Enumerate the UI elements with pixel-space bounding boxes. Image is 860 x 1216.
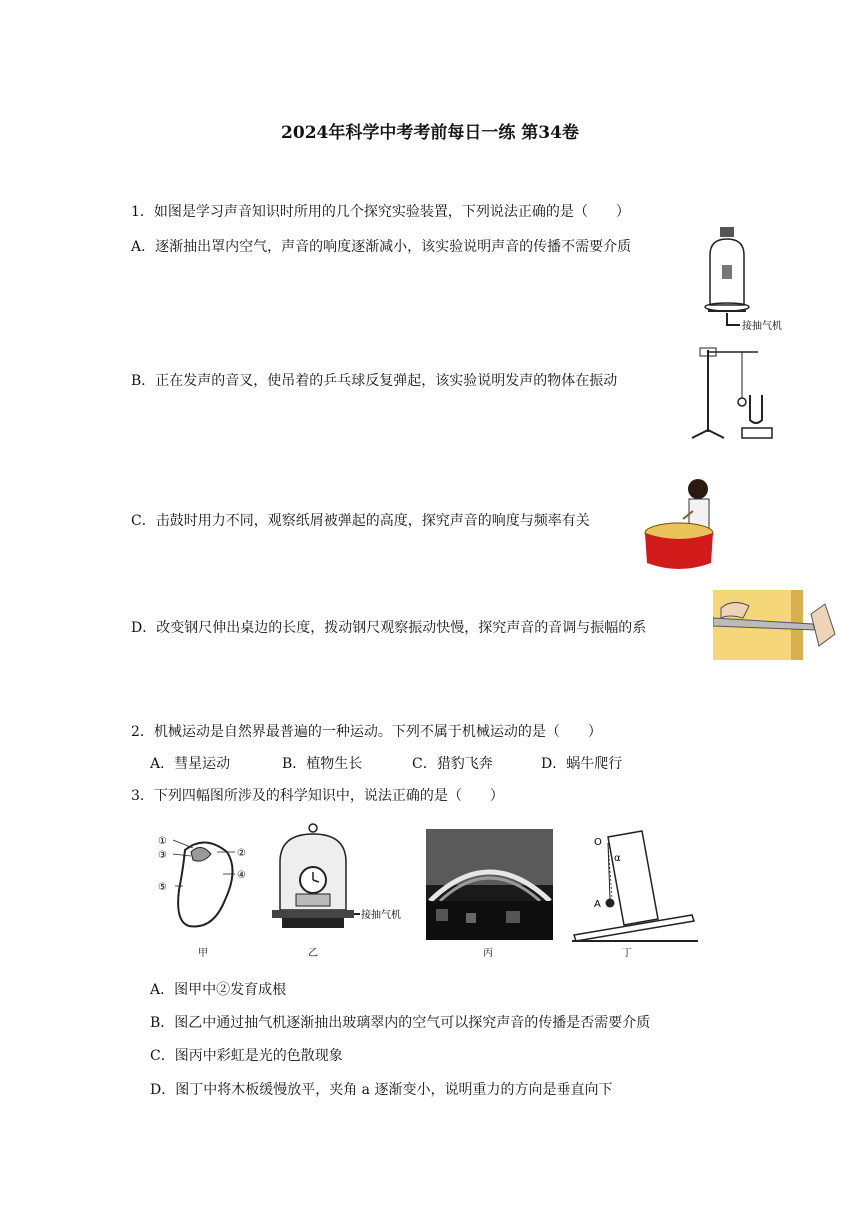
q3-option-b: B．图乙中通过抽气机逐渐抽出玻璃翠内的空气可以探究声音的传播是否需要介质 (150, 1015, 651, 1031)
q2-option-b: B．植物生长 (282, 756, 363, 772)
q2-stem: 2．机械运动是自然界最普遍的一种运动。下列不属于机械运动的是（ ） (131, 724, 602, 740)
drum-figure (643, 475, 733, 575)
fig-a-pump-label: 接抽气机 (742, 321, 782, 332)
rainbow-photo-figure (426, 829, 553, 940)
seed-label-1: ① (158, 836, 167, 847)
q2-option-c: C．猎豹飞奔 (412, 756, 493, 772)
q2-option-d: D．蜗牛爬行 (541, 756, 623, 772)
pendulum-incline-figure (572, 829, 700, 944)
bell-jar-pump-figure (700, 225, 800, 335)
q1-stem: 1．如图是学习声音知识时所用的几个探究实验装置，下列说法正确的是（ ） (131, 204, 630, 220)
q3-option-c: C．图丙中彩虹是光的色散现象 (150, 1048, 343, 1064)
q3-stem: 3．下列四幅图所涉及的科学知识中，说法正确的是（ ） (131, 788, 504, 804)
tuning-fork-figure (690, 340, 790, 445)
caption-jia: 甲 (198, 948, 208, 959)
caption-ding: 丁 (622, 948, 632, 959)
q1-option-b: B．正在发声的音叉，使吊着的乒乓球反复弹起，该实验说明发声的物体在振动 (131, 373, 618, 389)
page-title: 2024年科学中考考前每日一练 第34卷 (281, 123, 579, 143)
seed-label-4: ④ (237, 870, 246, 881)
q1-option-c: C．击鼓时用力不同，观察纸屑被弹起的高度，探究声音的响度与频率有关 (131, 513, 590, 529)
caption-bing: 丙 (483, 948, 493, 959)
q3-option-d: D．图丁中将木板缓慢放平，夹角 a 逐渐变小，说明重力的方向是垂直向下 (150, 1082, 613, 1098)
q1-option-a: A．逐渐抽出罩内空气，声音的响度逐渐减小，该实验说明声音的传播不需要介质 (131, 239, 632, 255)
seed-label-3: ③ (158, 850, 167, 861)
seed-label-2: ② (237, 848, 246, 859)
seed-figure (155, 830, 260, 940)
pendulum-label-o: O (594, 837, 602, 848)
pendulum-label-a: A (594, 899, 601, 910)
steel-ruler-figure (713, 590, 838, 660)
q2-option-a: A．彗星运动 (150, 756, 231, 772)
seed-label-5: ⑤ (158, 882, 167, 893)
fig-yi-pump-label: 接抽气机 (361, 910, 401, 921)
q1-option-d: D．改变钢尺伸出桌边的长度，拨动钢尺观察振动快慢，探究声音的音调与振幅的系 (131, 620, 647, 636)
bell-jar-clock-figure (268, 822, 418, 934)
q3-option-a: A．图甲中②发育成根 (150, 982, 287, 998)
caption-yi: 乙 (308, 948, 318, 959)
pendulum-label-alpha: α (614, 853, 621, 864)
